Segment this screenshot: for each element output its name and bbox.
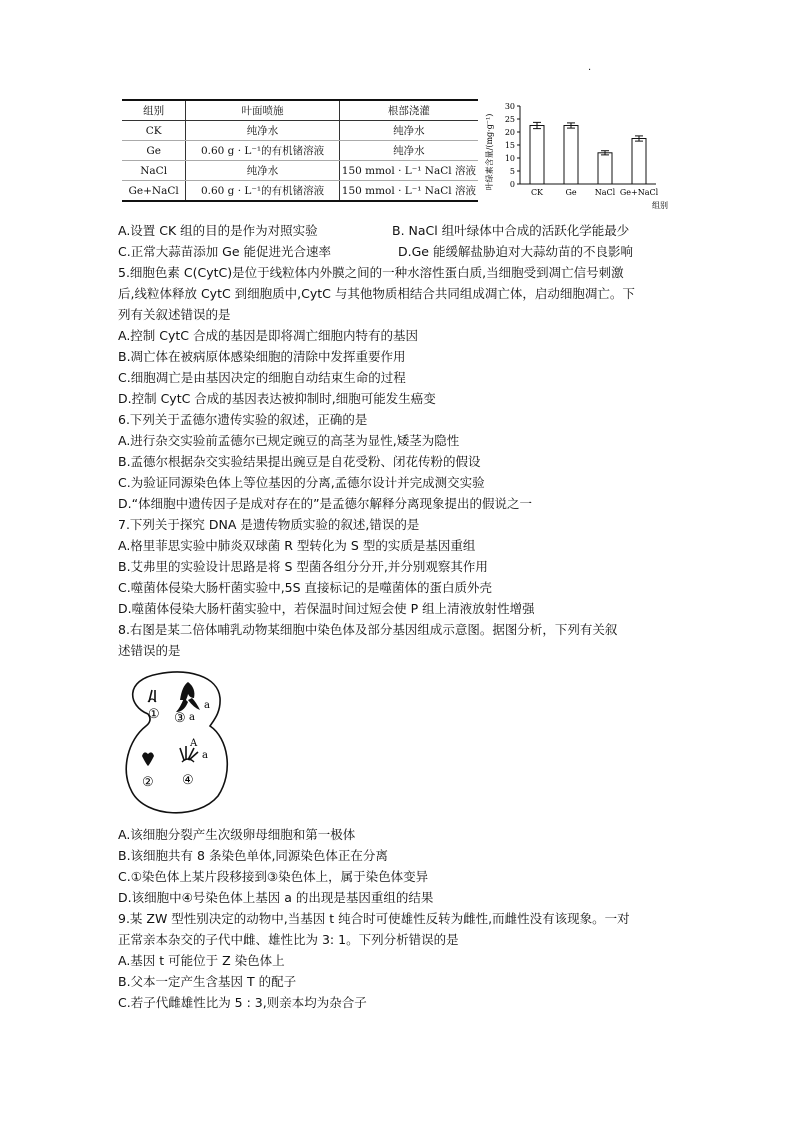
x-ticks xyxy=(531,188,659,197)
q8-option-d: D.该细胞中④号染色体上基因 a 的出现是基因重组的结果 xyxy=(118,890,434,905)
table-cell: Ge xyxy=(122,141,186,161)
q6-option-c: C.为验证同源染色体上等位基因的分离,孟德尔设计并完成测交实验 xyxy=(118,475,485,490)
q6-option-b: B.孟德尔根据杂交实验结果提出豌豆是自花受粉、闭花传粉的假设 xyxy=(118,454,481,469)
label-3: ③ xyxy=(174,711,186,726)
bar xyxy=(632,139,646,185)
table-cell: 150 mmol · L⁻¹ NaCl 溶液 xyxy=(339,181,478,202)
chlorophyll-bar-chart xyxy=(484,100,674,212)
gene-a-label: a xyxy=(202,750,208,761)
y-tick-label: 5 xyxy=(509,167,515,176)
table-header-row xyxy=(122,100,478,121)
q7-option-b: B.艾弗里的实验设计思路是将 S 型菌各组分分开,并分别观察其作用 xyxy=(118,559,488,574)
table-row xyxy=(122,141,478,161)
table-row xyxy=(122,181,478,202)
bar xyxy=(598,153,612,184)
q8-option-b: B.该细胞共有 8 条染色单体,同源染色体正在分离 xyxy=(118,848,388,863)
q8-stem-line-2: 述错误的是 xyxy=(118,643,181,658)
table-cell: 纯净水 xyxy=(186,121,339,141)
q5-stem-line-2: 后,线粒体释放 CytC 到细胞质中,CytC 与其他物质相结合共同组成凋亡体，启动细胞凋亡。下 xyxy=(118,286,635,301)
table-cell: NaCl xyxy=(122,161,186,181)
y-axis-label: 叶绿素含量/(mg·g⁻¹) xyxy=(485,113,494,191)
q7-option-c: C.噬菌体侵染大肠杆菌实验中,5S 直接标记的是噬菌体的蛋白质外壳 xyxy=(118,580,493,595)
q4-option-d: D.Ge 能缓解盐胁迫对大蒜幼苗的不良影响 xyxy=(398,244,633,259)
q5-option-c: C.细胞凋亡是由基因决定的细胞自动结束生命的过程 xyxy=(118,370,406,385)
q4-option-c: C.正常大蒜苗添加 Ge 能促进光合速率 xyxy=(118,244,332,259)
table-header: 叶面喷施 xyxy=(186,100,339,121)
q8-option-a: A.该细胞分裂产生次级卵母细胞和第一极体 xyxy=(118,827,356,842)
q7-option-a: A.格里菲思实验中肺炎双球菌 R 型转化为 S 型的实质是基因重组 xyxy=(118,538,476,553)
y-tick-label: 20 xyxy=(504,128,515,137)
table-header: 组别 xyxy=(122,100,186,121)
q7-stem: 7.下列关于探究 DNA 是遗传物质实验的叙述,错误的是 xyxy=(118,517,420,532)
q4-option-b: B. NaCl 组叶绿体中合成的活跃化学能最少 xyxy=(392,223,630,238)
q8-option-c: C.①染色体上某片段移接到③染色体上，属于染色体变异 xyxy=(118,869,429,884)
q6-option-d: D.“体细胞中遗传因子是成对存在的”是孟德尔解释分离现象提出的假说之一 xyxy=(118,496,533,511)
q8-stem-line-1: 8.右图是某二倍体哺乳动物某细胞中染色体及部分基因组成示意图。据图分析，下列有关叙 xyxy=(118,622,618,637)
table-row xyxy=(122,121,478,141)
x-axis-label: 组别 xyxy=(652,201,668,210)
q6-stem: 6.下列关于孟德尔遗传实验的叙述，正确的是 xyxy=(118,412,368,427)
page-mark: . xyxy=(588,62,592,73)
y-tick-label: 15 xyxy=(504,141,515,150)
gene-A-label: A xyxy=(190,738,198,749)
table-cell: 纯净水 xyxy=(339,121,478,141)
chart-bars xyxy=(530,122,646,184)
table-cell: 纯净水 xyxy=(339,141,478,161)
q5-option-a: A.控制 CytC 合成的基因是即将凋亡细胞内特有的基因 xyxy=(118,328,419,343)
table-header: 根部浇灌 xyxy=(339,100,478,121)
chromosome-1 xyxy=(148,690,156,702)
q5-option-b: B.凋亡体在被病原体感染细胞的清除中发挥重要作用 xyxy=(118,349,406,364)
x-tick-label: CK xyxy=(530,188,544,197)
x-tick-label: Ge xyxy=(565,188,577,197)
q4-option-a: A.设置 CK 组的目的是作为对照实验 xyxy=(118,223,318,238)
q9-stem-line-2: 正常亲本杂交的子代中雌、雄性比为 3: 1。下列分析错误的是 xyxy=(118,932,459,947)
table-cell: 0.60 g · L⁻¹的有机锗溶液 xyxy=(186,141,339,161)
y-tick-label: 0 xyxy=(509,180,515,189)
y-ticks xyxy=(505,102,520,189)
label-1: ① xyxy=(148,707,160,722)
q9-stem-line-1: 9.某 ZW 型性别决定的动物中,当基因 t 纯合时可使雄性反转为雌性,而雌性没有该现象。一对 xyxy=(118,911,630,926)
y-tick-label: 10 xyxy=(504,154,515,163)
table-row xyxy=(122,161,478,181)
q9-option-a: A.基因 t 可能位于 Z 染色体上 xyxy=(118,953,285,968)
q9-option-b: B.父本一定产生含基因 T 的配子 xyxy=(118,974,297,989)
x-tick-label: NaCl xyxy=(594,188,616,197)
q7-option-d: D.噬菌体侵染大肠杆菌实验中，若保温时间过短会使 P 组上清液放射性增强 xyxy=(118,601,535,616)
table-cell: 纯净水 xyxy=(186,161,339,181)
cell-membrane xyxy=(126,672,227,813)
y-tick-label: 30 xyxy=(504,102,515,111)
experiment-table xyxy=(122,99,478,202)
q6-option-a: A.进行杂交实验前孟德尔已规定豌豆的高茎为显性,矮茎为隐性 xyxy=(118,433,460,448)
q5-option-d: D.控制 CytC 合成的基因表达被抑制时,细胞可能发生癌变 xyxy=(118,391,436,406)
label-2: ② xyxy=(142,775,154,790)
q9-option-c: C.若子代雌雄性比为 5 : 3,则亲本均为杂合子 xyxy=(118,995,367,1010)
bar xyxy=(530,126,544,185)
gene-a-label: a xyxy=(204,700,210,711)
table-cell: 150 mmol · L⁻¹ NaCl 溶液 xyxy=(339,161,478,181)
gene-a-label: a xyxy=(189,712,195,723)
chromosome-3 xyxy=(176,682,200,712)
q5-stem-line-3: 列有关叙述错误的是 xyxy=(118,307,231,322)
label-4: ④ xyxy=(182,773,194,788)
bar xyxy=(564,126,578,185)
table-cell: CK xyxy=(122,121,186,141)
chromosome-2 xyxy=(142,752,154,766)
q5-stem-line-1: 5.细胞色素 C(CytC)是位于线粒体内外膜之间的一种水溶性蛋白质,当细胞受到凋亡信号刺激 xyxy=(118,265,624,280)
table-cell: 0.60 g · L⁻¹的有机锗溶液 xyxy=(186,181,339,202)
cell-division-figure xyxy=(118,668,238,818)
y-tick-label: 25 xyxy=(504,115,515,124)
table-cell: Ge+NaCl xyxy=(122,181,186,202)
x-tick-label: Ge+NaCl xyxy=(619,188,659,197)
